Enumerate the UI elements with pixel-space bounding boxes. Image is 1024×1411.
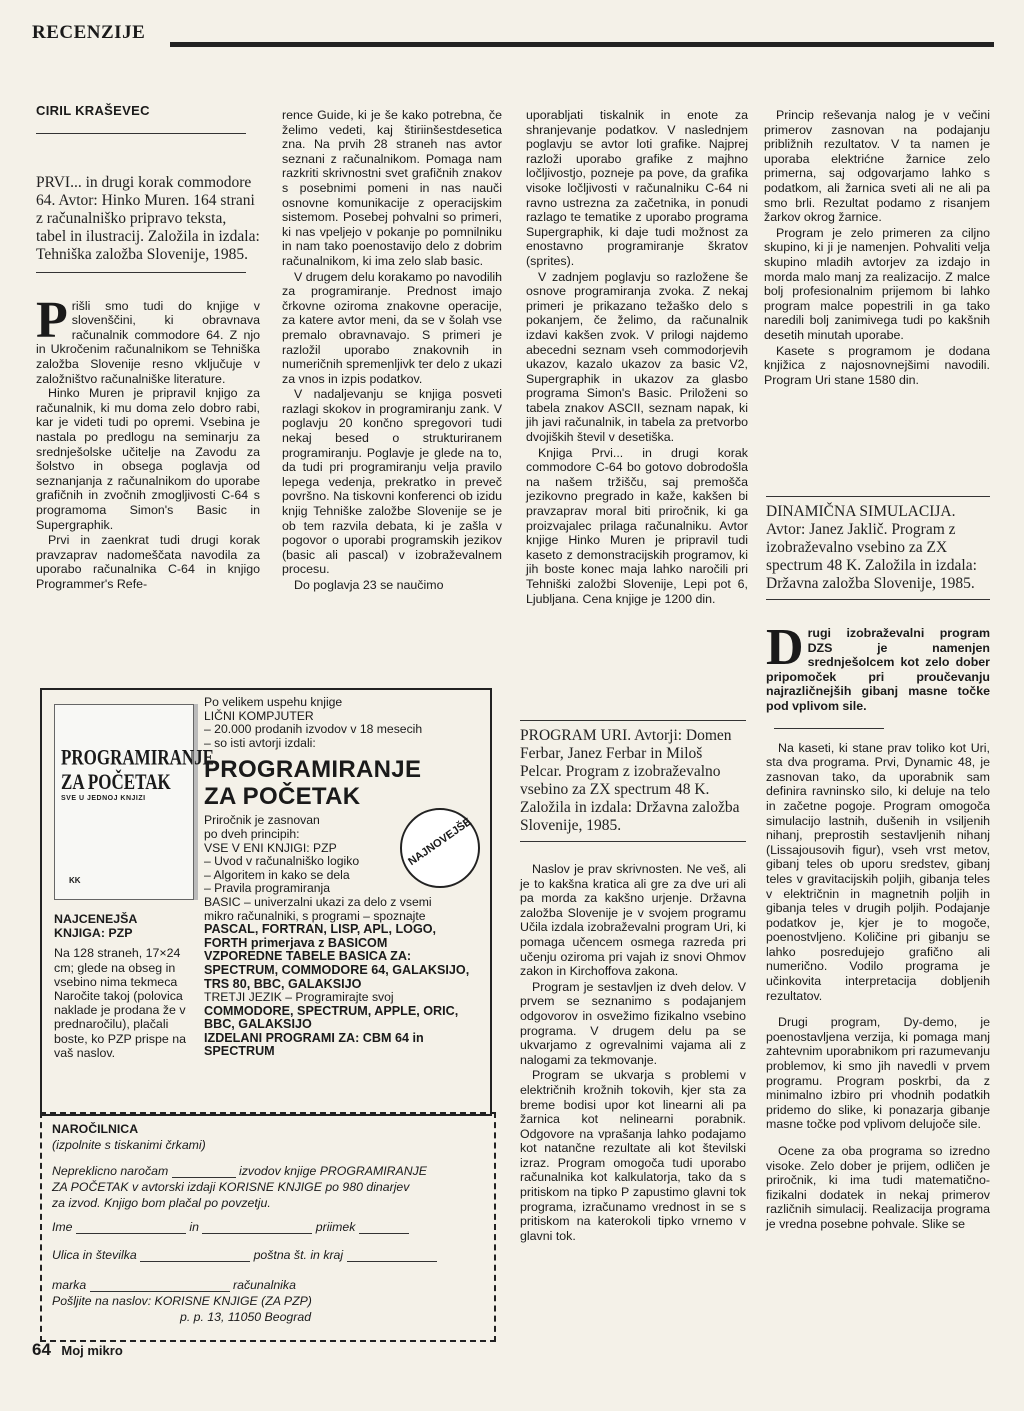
paragraph: Prvi in zaenkrat tudi drugi korak pravzaprav nadomeščata navodila za uporabo računalnika C-64 in knjigo Programmer's Refe- [36,533,260,591]
drop-cap: D [766,619,804,676]
column-3 [526,108,748,607]
paragraph: uporabljati tiskalnik in enote za shranjevanje podatkov. V naslednjem poglavju se avtor loti grafike. Najprej razloži uporabo grafike z majhno ločljivostjo, pozneje pa pove, da grafika visoke ločljivosti v računalniku C-64 ni ravno ustrezna za začetnika, in ponudi razlago te tematike z uporabo programa Supergraphik, ki daje tudi možnost za enostavno programiranje škratov (sprites). [526,108,748,268]
ad-title: PROGRAMIRANJE ZA POČETAK [204,756,422,811]
cover-title: PROGRAMIRANJE ZA POČETAK [61,745,214,795]
quantity-field[interactable] [172,1177,236,1178]
magazine-name: Moj mikro [61,1343,123,1358]
book-info-dinamicna: DINAMIČNA SIMULACIJA. Avtor: Janez Jaklič. Program z izobraževalno vsebino za ZX spectrum 48 K. Založila in izdala: Državna založba Slovenije, 1985. [766,503,977,592]
cover-subtitle: SVE U JEDNOJ KNJIZI [61,795,146,802]
divider [520,720,746,721]
book-advertisement [40,688,492,1116]
header-rule [170,42,994,47]
divider [520,841,746,842]
address-row: Ulica in številka poštna št. in kraj [52,1248,472,1262]
divider [36,133,246,134]
computer-brand-field[interactable] [90,1291,230,1292]
post-field[interactable] [347,1261,437,1262]
page-footer [32,1340,123,1360]
divider [766,599,990,600]
author-name: CIRIL KRAŠEVEC [36,103,150,118]
first-name-field[interactable] [76,1233,186,1234]
lead-paragraph: D rugi izobraževalni program DZS je namenjen srednješolcem kot zelo dober pripomoček pri proučevanju najrazličnejših gibanj masne točke pod vplivom sile. [766,619,990,713]
paragraph: Kasete s programom je dodana knjižica z najosnovnejšimi navodili. Program Uri stane 1580 din. [764,343,990,387]
drop-cap: P [36,291,68,349]
divider [766,496,990,497]
paragraph: V zadnjem poglavju so razložene še osnove programiranja zvoka. Z nekaj primeri je prikazano težaško delo s pokanjem, če želimo, da računalnik izdavi kakšen zvok. V prilogi najdemo abecedni seznam vseh commodorjevih ukazov, kazalo ukazov za basic V2, Supergraphik in ukazov za glasbo programa Simon's Basic. Priloženi so tabela znakov ASCII, seznam napak, ki jih javi računalnik, in tabela za pretvorbo dvojiških števil v desetiška. [526,269,748,445]
street-field[interactable] [140,1261,250,1262]
column-4 [764,108,990,388]
lead-paragraph: P rišli smo tudi do knjige v slovenščini, ki obravnava računalnik commodore 64. Z njo in Ukročenim računalnikom se Tehniška založba Slovenije resno vključuje v založništvo računalniške literature. [36,291,260,386]
paragraph: Program je zelo primeren za ciljno skupino, ki ji je namenjen. Pohvaliti velja skupino mladih avtorjev za izdajo in morda malo manj za realizacijo. Z malce bolj profesionalnim prijemom bi lahko program malce popestrili in ga tako naredili bolj zanimivega tudi po kakšnih desetih minutah uporabe. [764,225,990,342]
book-cover [54,704,214,900]
paragraph: Naslov je prav skrivnosten. Ne veš, ali je to kakšna kratica ali gre za dve uri ali pa morda za kakšno urjenje. Državna založba Slovenije je v svojem programu Učila izdala izobraževalni program Uri, ki pomaga učencem osmega razreda pri učenju oziroma pri vajah iz snovi Ohmov zakon in Kirchoffova zakona. [520,862,746,979]
divider [36,272,246,273]
review-program-uri [520,720,746,1244]
paragraph: Knjiga Prvi... in drugi korak commodore C-64 bo gotovo dobrodošla na našem tržišču, saj premošča jezikovno pregrado in kaže, kakšen bi pravzaprav moral biti priročnik, ki ga proizvajalec prilaga računalniku. Avtor knjige Hinko Muren je pripravil tudi kaseto z demonstracijskih programov, ki jih boste konec maja lahko naročili pri Tehniški založbi Slovenije, Lepi pot 6, Ljubljana. Cena knjige je 1200 din. [526,445,748,606]
paragraph: Na kaseti, ki stane prav toliko kot Uri, sta dva programa. Prvi, Dynamic 48, je zasnovan tako, da uporabnik sam definira ravninsko silo, ki deluje na telo in začetne pogoje. Program omogoča simulacijo lastnih, dušenih in vsiljenih nihanj, preprostih sestavljenih nihanj (Lissajousovih figur), vseh vrst metov, gibanj teles ob uporu sredstev, gibanj teles v gravitacijskih poljih, gibanja teles v električnin in magnetnih poljih in gibanja teles v drugih poljih. Podajanje podatkov je, kjer je to mogoče, poenostvljeno. Količine pri gibanju se lahko posredujejo grafično ali numerično. Vodilo programa je učinkovita interpretacija dobljenih rezultatov. [766,740,990,1003]
section-title: RECENZIJE [32,22,146,43]
paragraph: Do poglavja 23 se naučimo [294,578,444,592]
surname-field[interactable] [359,1233,409,1234]
page-number: 64 [32,1340,51,1359]
name-field-2[interactable] [202,1233,312,1234]
computer-row: marka računalnika [52,1278,296,1292]
ad-sidebar: NAJCENEJŠA KNJIGA: PZP Na 128 straneh, 17×24 cm; glede na obseg in vsebino nima tekmeca Naročite takoj (polovica naklade je prodana že v prednaročilu), plačali boste, ko PZP prispe na vaš naslov. [54,912,187,1060]
review-dinamicna-simulacija [766,496,990,1233]
order-subtitle: (izpolnite s tiskanimi črkami) [52,1138,206,1152]
new-badge: NAJNOVEJŠE [400,808,480,888]
ad-text: Po velikem uspehu knjige LIČNI KOMPJUTER – 20.000 prodanih izvodov v 18 mesecih – so isti avtorji izdali: PROGRAMIRANJE ZA POČETAK Priročnik je zasnovan po dveh principih: VSE V ENI KNJIGI: PZP – Uvod v računalniško logiko – Algoritem in kako se dela – Pravila programiranja BASIC – univerzalni ukazi za delo z vsemi mikro računalniki, s programi – spoznajte PASCAL, FORTRAN, LISP, APL, LOGO, FORTH primerjava z BASICOM VZPOREDNE TABELE BASICA ZA: SPECTRUM, COMMODORE 64, GALAKSIJO, TRS 80, BBC, GALAKSIJO TRETJI JEZIK – Programirajte svoj COMMODORE, SPECTRUM, APPLE, ORIC, BBC, GALAKSIJO IZDELANI PROGRAMI ZA: CBM 64 in SPECTRUM [204,695,470,1059]
paragraph: V drugem delu korakamo po navodilih za programiranje. Prednost imajo črkovne oziroma znakovne operacije, za katere avtor meni, da se v šolah vse premalo obravnavajo. S primeri je razložil uporabo znakovnih in numeričnih spremenljivk ter delo z ukazi za vnos in izpis podatkov. [282,269,503,386]
paragraph: Ocene za oba programa so izredno visoke. Zelo dober je prijem, odličen je priročnik, ki ima tudi matematično-fizikalni dodatek in nekaj primerov različnih simulacij. Realizacija programa je vredna posebne pohvale. Slike se [766,1144,990,1231]
order-title: NAROČILNICA [52,1122,139,1136]
book-info-uri: PROGRAM URI. Avtorji: Domen Ferbar, Janez Ferbar in Miloš Pelcar. Program z izobraževalno vsebino za ZX spectrum 48 K. Založila in izdala: Državna založba Slovenije, 1985. [520,727,740,834]
paragraph: Hinko Muren je pripravil knjigo za računalnik, ki mu doma zelo dobro rabi, kar je videti tudi po opremi. Vsebina je nastala po predlogu na seminarju za srednješolske učitelje na Zavodu za šolstvo in obsega poglavja od seznanjanja z računalnikom do uporabe grafičnih in zvočnih zmogljivosti C-64 s programoma Simon's Basic in Supergraphik. [36,386,260,532]
column-2 [282,108,502,594]
divider [774,728,884,729]
order-form: NAROČILNICA (izpolnite s tiskanimi črkami) Nepreklicno naročam izvodov knjige PROGRAMIRANJE ZA POČETAK v avtorski izdaji KORISNE KNJIGE po 980 dinarjev za izvod. Knjigo bom plačal po povzetju. Ime in priimek Ulica in številka poštna št. in kraj marka računalnika Pošljite na naslov: KORISNE KNJIGE (ZA PZP) p. p. 13, 11050 Beograd [40,1112,496,1342]
order-line: Nepreklicno naročam izvodov knjige PROGRAMIRANJE [52,1164,427,1178]
paragraph: Program se ukvarja s problemi v električnih krožnih tokovih, kjer sta za breme bodisi upor kot linearni ali pa žarnica kot nelinearni porabnik. Odgovore na vprašanja lahko podajamo kot natančne rezultate ali kot številski izraz. Program omogoča tudi uporabo računalnika kot kalkulatorja, tako da s pritiskom na tipko P zapustimo glavni tok programa, izračunamo vrednost in se s pritiskom na katerokoli tipko vrnemo v glavni tok. [520,1068,746,1243]
publisher-logo: KK [69,876,81,885]
paragraph: Princip reševanja nalog je v večini primerov zasnovan na podajanju približnih rezultatov. V ta namen je uporaba elektrićne žarnice zelo primerna, saj odgovarjamo lahko s podatkom, ali žarnica sveti ali ne ali pa smo brli. Rezultat podamo z risanjem žarkov okrog žarnice. [764,108,990,225]
paragraph: V nadaljevanju se knjiga posveti razlagi skokov in programiranju zank. V poglavju 20 končno spregovori tudi nekaj besed o strukturiranem programiranju. Poglavje je glede na to, da tudi pri programiranju velja pravilo lepega vedenja, prekratko in preveč površno. Na tiskovni konferenci ob izidu knjig Tehniške založbe Slovenije se je ob tem razvila debata, ki je zašla v pogovor o uporabi programskih jezikov (basic ali pascal) v izobraževalnem procesu. [282,387,502,577]
name-row: Ime in priimek [52,1220,472,1234]
paragraph: Program je sestavljen iz dveh delov. V prvem se seznanimo s podajanjem odgovorov in osvežimo fizikalno vsebino programa. V drugem delu pa se ukvarjamo z ogrevalnimi vajama ali z nalogami za tekmovanje. [520,979,746,1067]
paragraph: rence Guide, ki je še kako potrebna, če želimo vedeti, kaj štiriinšestdesetica zna. Na prvih 28 straneh nas avtor seznani z računalnikom. Pomaga nam razkriti skrivnostni svet grafičnih znakov s posebnimi pomeni in nas nauči osnovne komunikacije z operacijskim sistemom. Posebej pohvalni so primeri, ki nas vpeljejo v pokanje po pomnilniku in nam tako poenostavijo delo z dobrim računalnikom, ki ima zelo slab basic. [282,108,502,268]
column-1 [36,104,260,592]
paragraph: Drugi program, Dy-demo, je poenostavljena verzija, ki pomaga manj zahtevnim uporabnikom pri razumevanju problemov, ki smo jih navedli v prvem programu. Program poskrbi, da z minimalno izbiro pri vhodnih podatkih pridemo do slike, ki ponazarja gibanje masne točke pod vplivom delujoče sile. [766,1015,990,1132]
book-info-prvi: PRVI... in drugi korak commodore 64. Avtor: Hinko Muren. 164 strani z računalniško pripravo teksta, tabel in ilustracij. Založila in izdala: Tehniška založba Slovenije, 1985. [36,173,260,263]
